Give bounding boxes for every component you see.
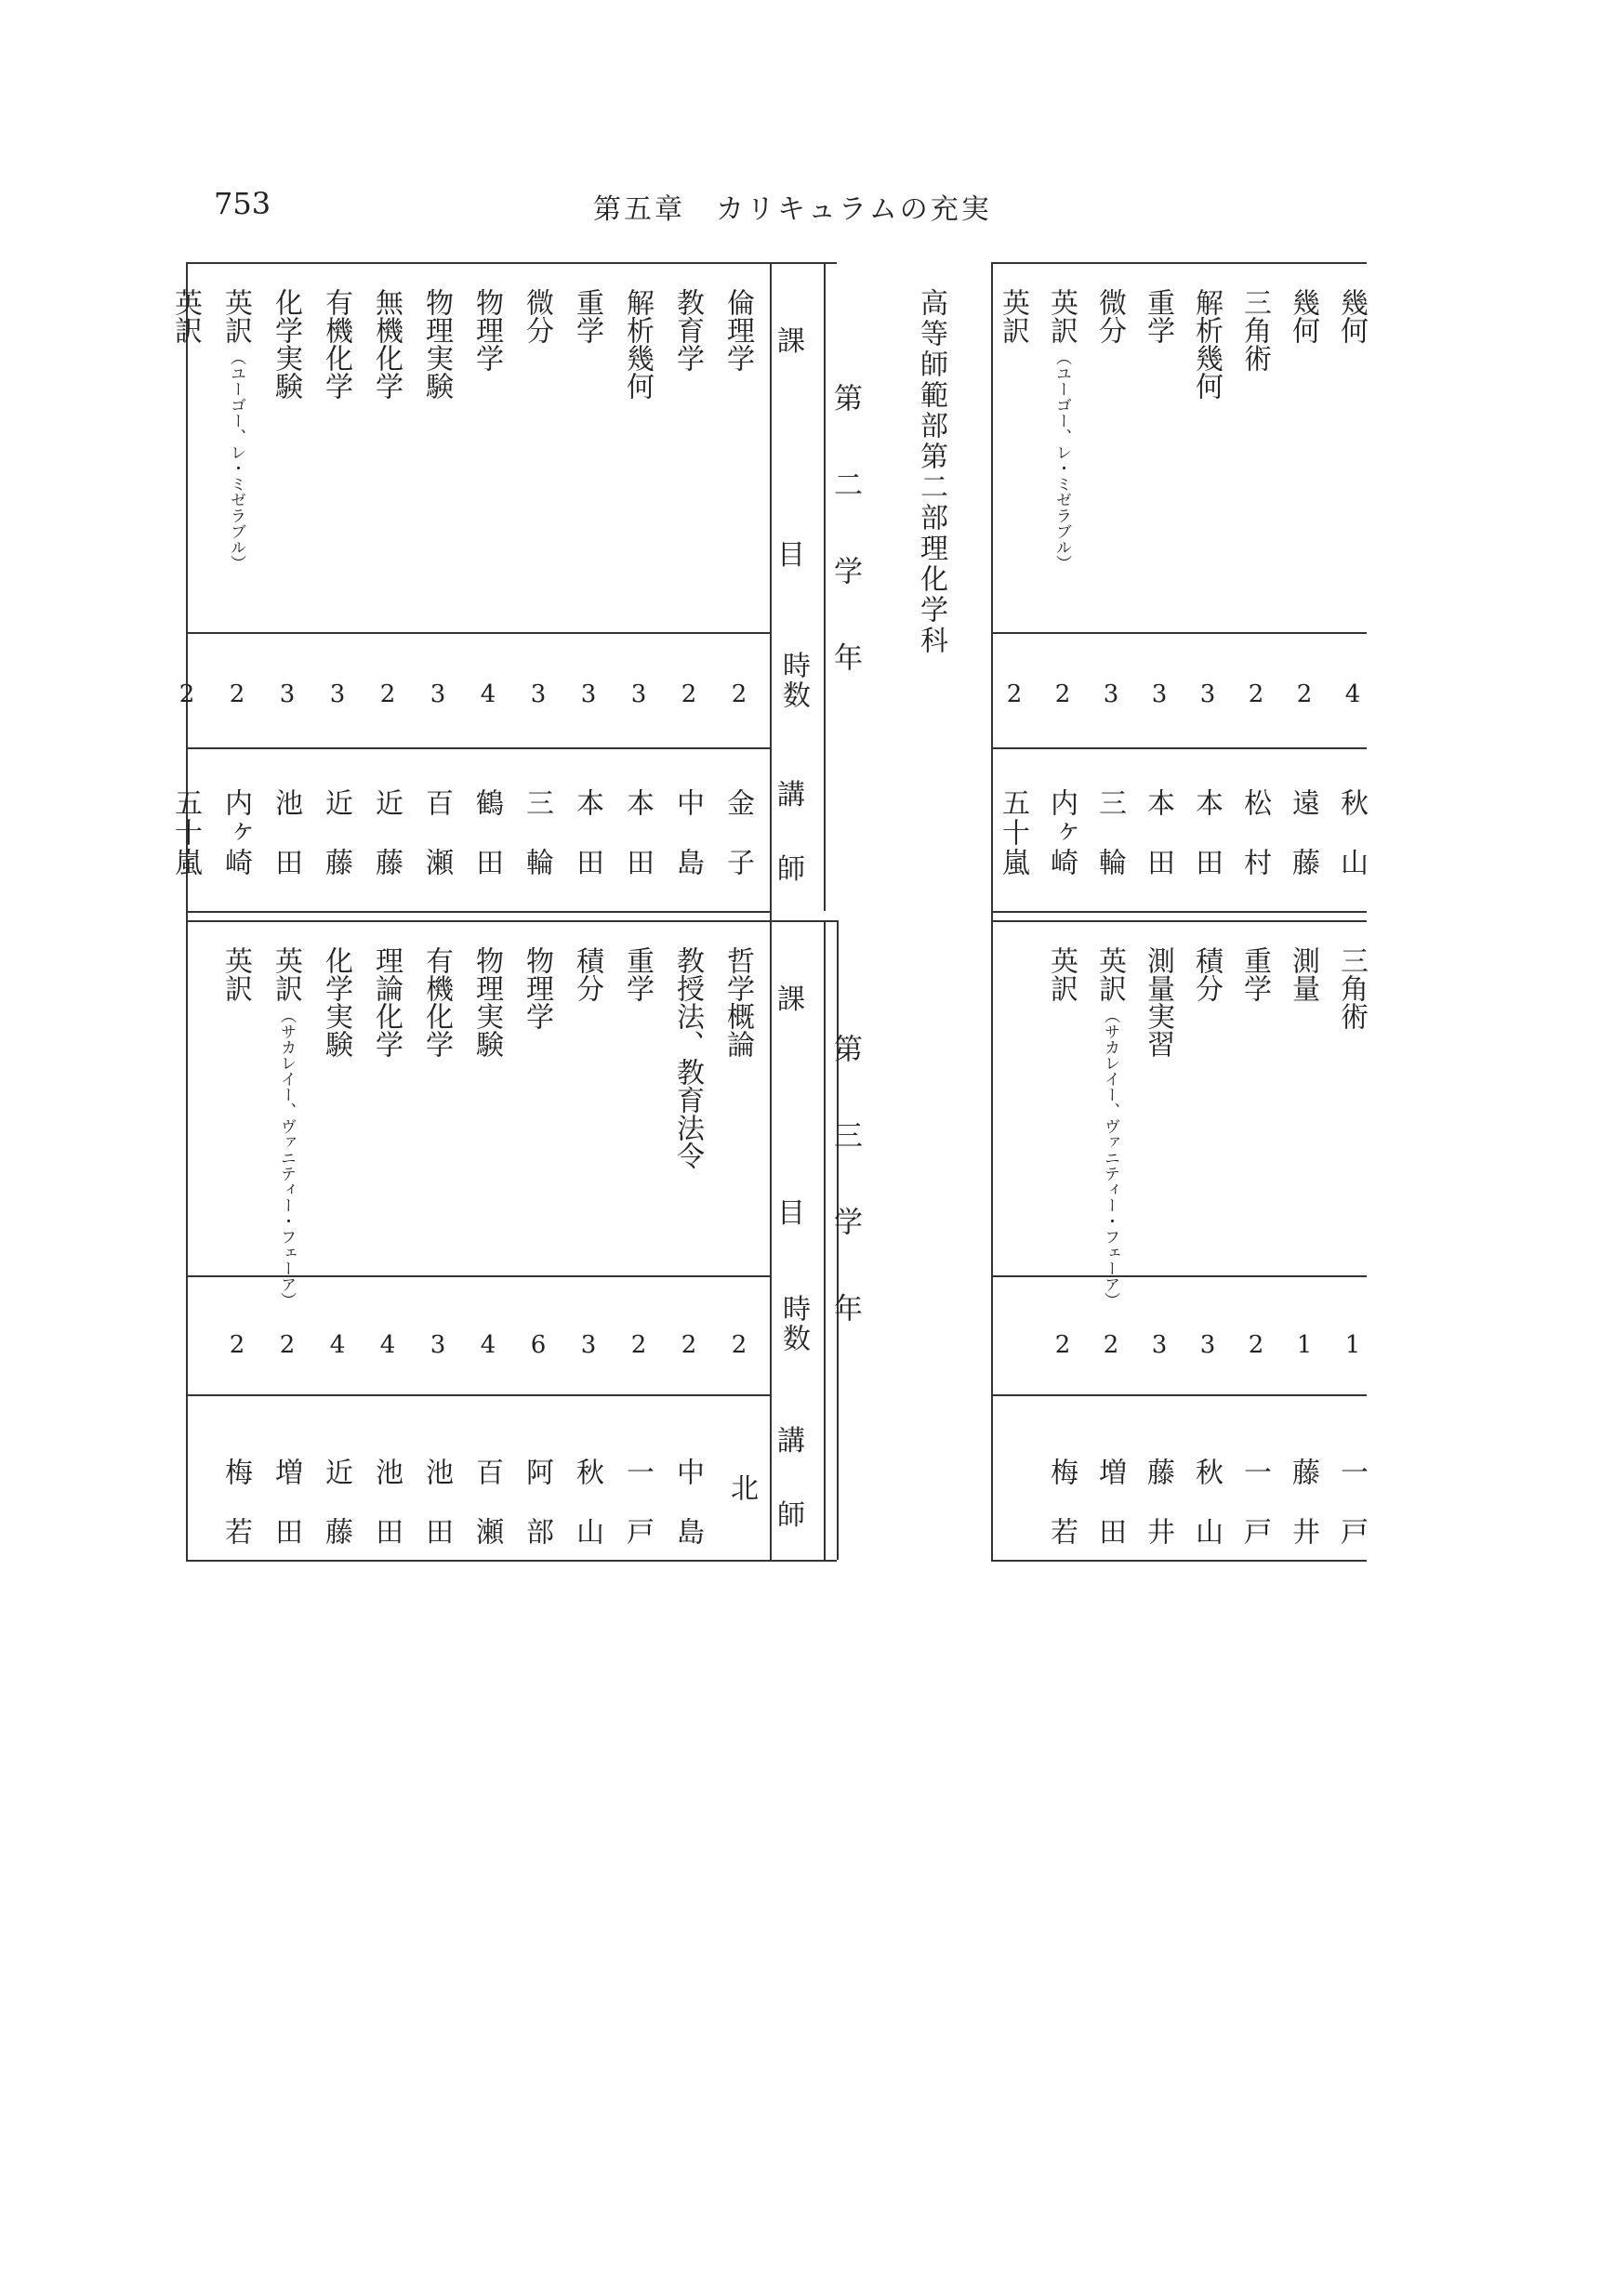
section-title: 高等師範部第二部理化学科 [915,288,947,656]
teacher-name: 池田 [370,1458,403,1577]
teacher-name: 近藤 [320,788,352,907]
subject-name: 幾何 [1287,288,1319,344]
teacher-name: 秋山 [571,1458,603,1577]
hours-header: 時数 [777,1294,810,1353]
teacher-name: 藤井 [1142,1458,1174,1577]
subject-note: （サカレイー、ヴァニティー・フェーア） [277,1008,296,1308]
subject-header-bottom: 目 [777,1197,805,1230]
subject-name: 化学実験 [320,946,352,1058]
subject-header-top: 課 [777,983,805,1016]
teacher-name: 本田 [621,788,654,907]
subject-name: 解析幾何 [1190,288,1223,400]
subject-name: 英訳 [270,946,302,1002]
teacher-name: 梅若 [1045,1458,1078,1577]
subject-hours: 3 [430,1331,446,1359]
teacher-name: 中島 [671,1458,704,1577]
subject-name: 英訳 [1045,946,1078,1002]
teacher-name: 本田 [571,788,603,907]
teacher-name: 五十嵐 [997,788,1029,877]
subject-hours: 2 [229,1331,245,1359]
teacher-header-top: 講 [777,779,805,812]
subject-header-top: 課 [777,325,805,358]
subject-name: 積分 [1190,946,1223,1002]
subject-hours: 2 [1248,1331,1264,1359]
teacher-name: 百瀬 [470,1458,503,1577]
subject-name: 英訳 [219,288,252,344]
subject-name: 教育学 [671,288,704,372]
subject-hours: 2 [279,1331,296,1359]
teacher-name: 池田 [270,788,302,907]
teacher-name: 一戸 [1238,1458,1271,1577]
subject-name: 積分 [571,946,603,1002]
rule-line [186,911,770,913]
teacher-name: 一戸 [1335,1458,1368,1577]
year-label: 第三学年 [828,1034,862,1379]
hours-header: 時数 [777,651,810,710]
subject-name: 英訳 [219,946,252,1002]
page-number: 753 [214,186,271,221]
teacher-name: 藤井 [1287,1458,1319,1577]
teacher-name: 一戸 [621,1458,654,1577]
subject-hours: 4 [379,1331,396,1359]
teacher-header-bottom: 師 [777,853,805,886]
subject-name: 英訳 [997,288,1029,344]
subject-name: 有機化学 [320,288,352,400]
subject-hours: 2 [1248,680,1264,708]
rule-line [186,1394,770,1396]
year-label: 第二学年 [828,383,862,729]
subject-name: 倫理学 [721,288,754,372]
subject-hours: 2 [1296,680,1313,708]
teacher-name: 百瀬 [420,788,453,907]
teacher-name: 本田 [1142,788,1174,907]
teacher-name: 梅若 [219,1458,252,1577]
teacher-name: 本田 [1190,788,1223,907]
subject-hours: 2 [1103,1331,1119,1359]
subject-name: 英訳 [1045,288,1078,344]
teacher-name: 三輪 [1093,788,1126,907]
subject-name: 幾何 [1335,288,1368,344]
subject-hours: 2 [681,680,697,708]
rule-line [770,262,772,1560]
teacher-name: 五十嵐 [169,788,202,877]
subject-hours: 3 [630,680,647,708]
teacher-name: 内ヶ崎 [219,788,252,877]
subject-name: 物理実験 [420,288,453,400]
subject-hours: 3 [279,680,296,708]
rule-line [991,632,1367,634]
rule-line [991,1394,1367,1396]
subject-hours: 3 [1103,680,1119,708]
teacher-name: 増田 [270,1458,302,1577]
subject-hours: 2 [731,680,747,708]
rule-line [991,1275,1367,1277]
subject-name: 無機化学 [370,288,403,400]
subject-name: 物理実験 [470,946,503,1058]
subject-header-bottom: 目 [777,539,805,572]
subject-name: 重学 [1238,946,1271,1002]
rule-line [991,920,1367,922]
teacher-name: 遠藤 [1287,788,1319,907]
subject-name: 教授法、教育法令 [671,946,704,1169]
subject-hours: 3 [1151,1331,1168,1359]
subject-name: 測量 [1287,946,1319,1002]
subject-name: 解析幾何 [621,288,654,400]
subject-hours: 4 [480,680,496,708]
subject-hours: 4 [329,1331,346,1359]
teacher-name: 近藤 [370,788,403,907]
subject-name: 微分 [521,288,553,344]
rule-line [991,262,1367,264]
subject-name: 微分 [1093,288,1126,344]
subject-hours: 2 [731,1331,747,1359]
teacher-header-bottom: 師 [777,1499,805,1532]
subject-name: 測量実習 [1142,946,1174,1058]
subject-hours: 3 [1151,680,1168,708]
subject-hours: 2 [1054,680,1071,708]
teacher-name: 近藤 [320,1458,352,1577]
rule-line [186,632,770,634]
subject-name: 物理学 [521,946,553,1030]
subject-name: 三角術 [1335,946,1368,1030]
subject-hours: 3 [329,680,346,708]
subject-hours: 4 [1344,680,1361,708]
teacher-name: 中島 [671,788,704,907]
subject-note: （ユーゴー、レ・ミゼラブル） [227,350,245,571]
subject-name: 化学実験 [270,288,302,400]
subject-hours: 3 [530,680,547,708]
subject-hours: 1 [1296,1331,1313,1359]
subject-hours: 2 [630,1331,647,1359]
teacher-header-top: 講 [777,1425,805,1458]
extra-teacher: 北 [725,1473,758,1501]
subject-name: 英訳 [169,288,202,344]
subject-hours: 3 [1199,680,1216,708]
teacher-name: 阿部 [521,1458,553,1577]
rule-line [186,1275,770,1277]
subject-name: 哲学概論 [721,946,754,1058]
subject-hours: 2 [1006,680,1023,708]
teacher-name: 池田 [420,1458,453,1577]
subject-hours: 2 [1054,1331,1071,1359]
rule-line [824,262,826,911]
subject-name: 英訳 [1093,946,1126,1002]
subject-note: （ユーゴー、レ・ミゼラブル） [1052,350,1071,571]
subject-name: 重学 [621,946,654,1002]
subject-hours: 2 [179,680,195,708]
subject-hours: 2 [379,680,396,708]
subject-hours: 6 [530,1331,547,1359]
teacher-name: 金子 [721,788,754,907]
subject-name: 物理学 [470,288,503,372]
subject-name: 重学 [571,288,603,344]
rule-line [186,920,837,922]
running-head: 第五章 カリキュラムの充実 [593,193,992,226]
subject-name: 重学 [1142,288,1174,344]
subject-name: 有機化学 [420,946,453,1058]
rule-line [991,911,1367,913]
teacher-name: 秋山 [1335,788,1368,907]
subject-name: 理論化学 [370,946,403,1058]
subject-note: （サカレイー、ヴァニティー・フェーア） [1101,1008,1119,1308]
rule-line [186,747,770,749]
subject-hours: 2 [229,680,245,708]
rule-line [991,747,1367,749]
subject-hours: 3 [1199,1331,1216,1359]
subject-hours: 1 [1344,1331,1361,1359]
teacher-name: 鶴田 [470,788,503,907]
subject-hours: 4 [480,1331,496,1359]
subject-hours: 2 [681,1331,697,1359]
rule-line [186,262,837,264]
teacher-name: 秋山 [1190,1458,1223,1577]
subject-name: 三角術 [1238,288,1271,372]
teacher-name: 三輪 [521,788,553,907]
subject-hours: 3 [580,1331,597,1359]
rule-line [824,920,826,1560]
subject-hours: 3 [580,680,597,708]
teacher-name: 内ヶ崎 [1045,788,1078,877]
teacher-name: 増田 [1093,1458,1126,1577]
subject-hours: 3 [430,680,446,708]
teacher-name: 松村 [1238,788,1271,907]
